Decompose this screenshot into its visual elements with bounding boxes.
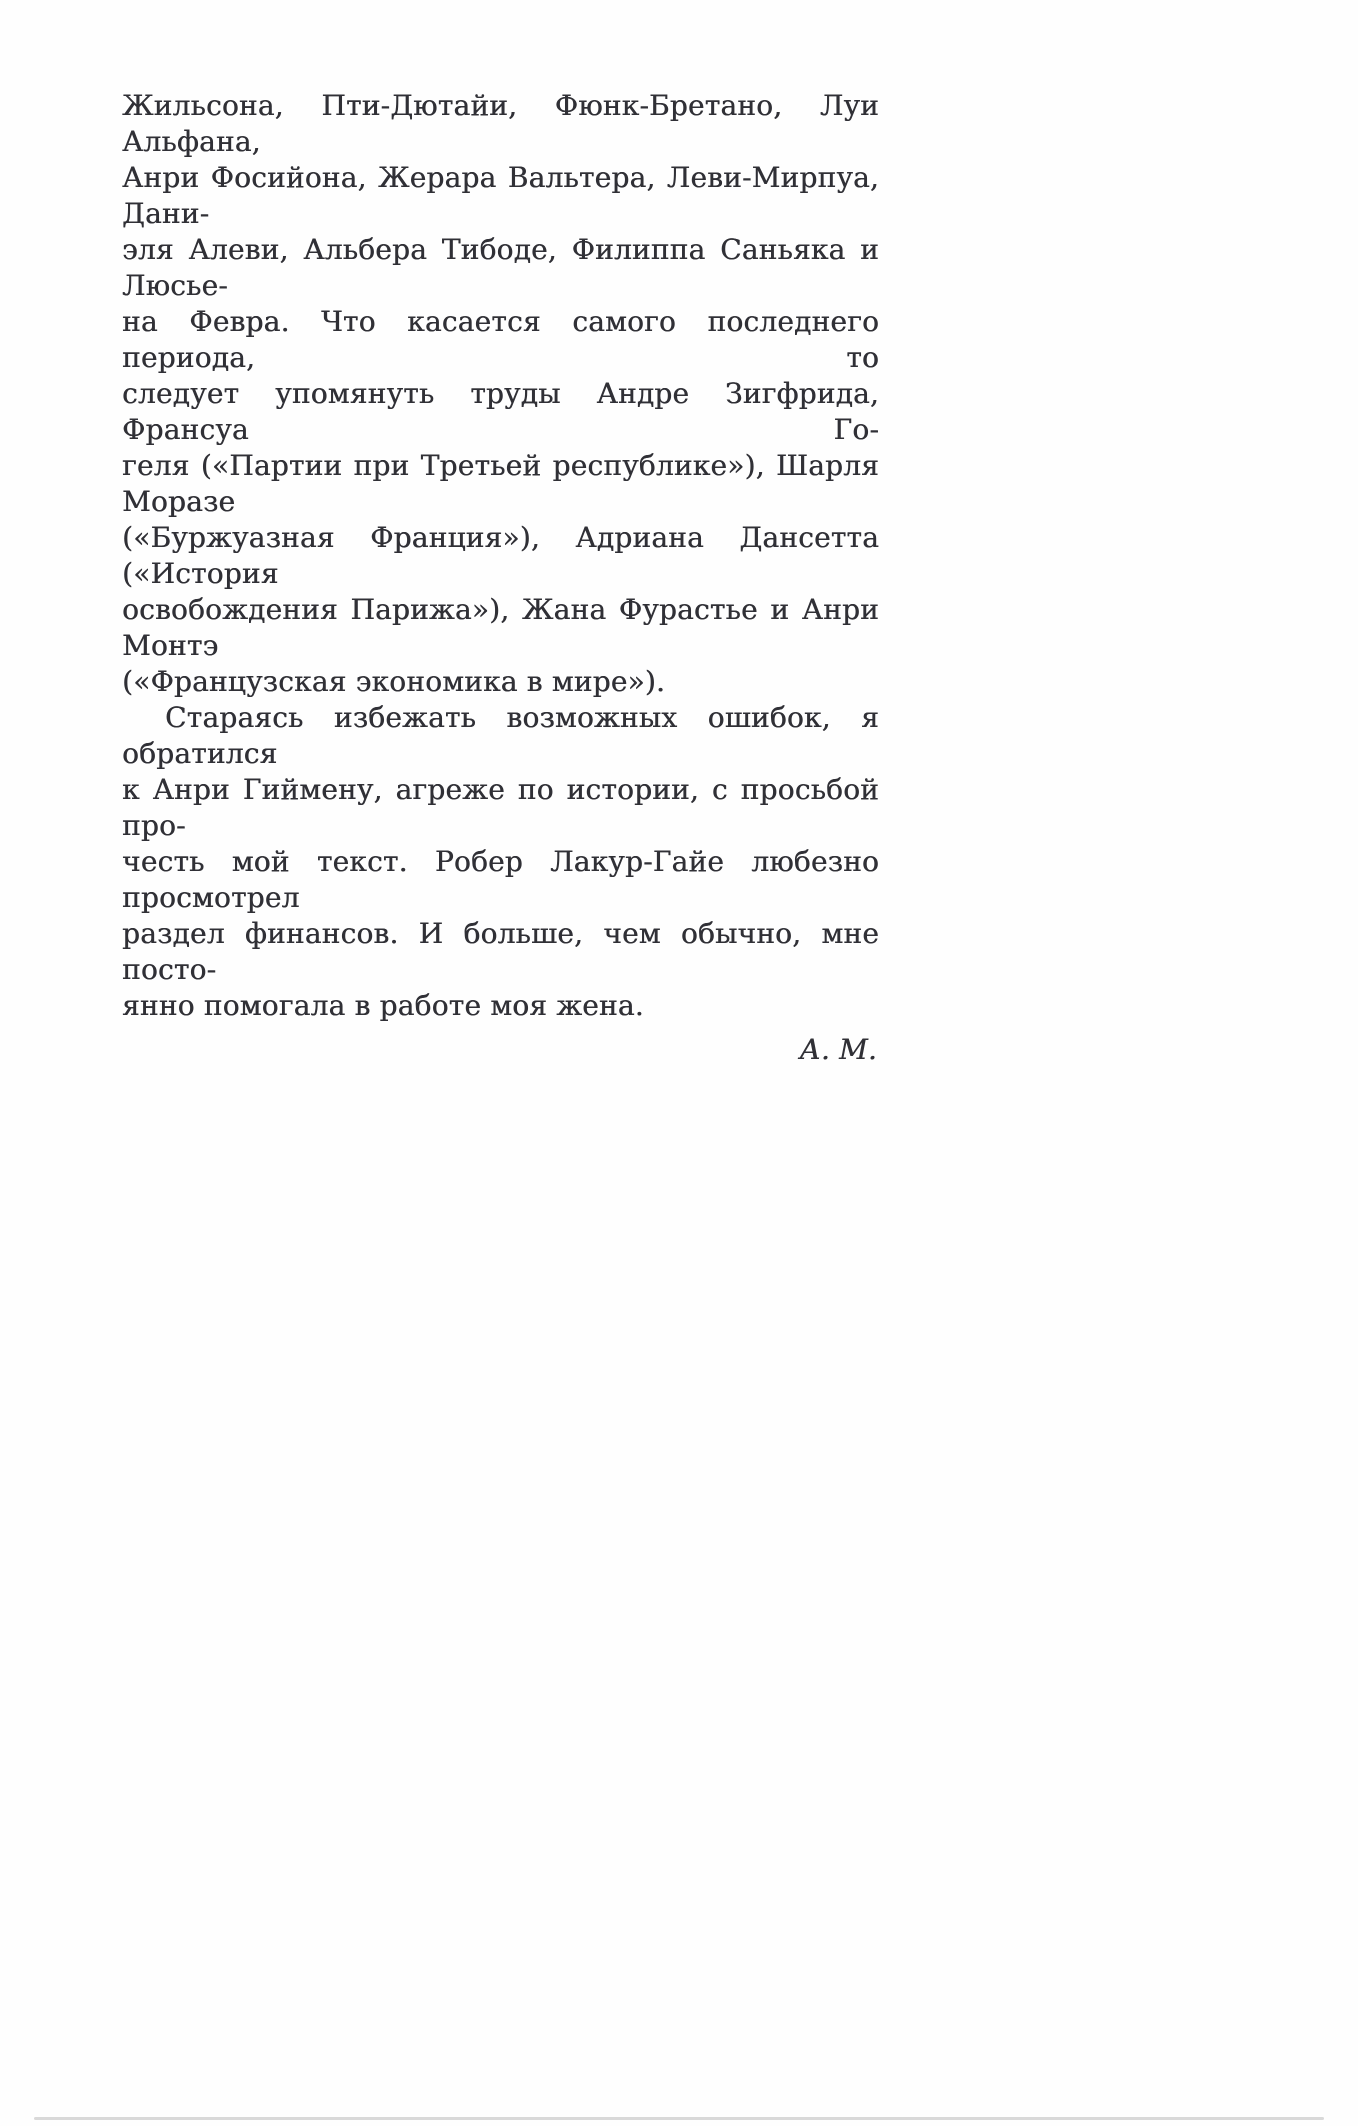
text-line: геля («Партии при Третьей республике»), Шарля Моразе xyxy=(122,449,879,518)
text-line: следует упомянуть труды Андре Зигфрида, Франсуа Го- xyxy=(122,377,879,446)
text-line: янно помогала в работе моя жена. xyxy=(122,989,644,1022)
text-line: Жильсона, Пти-Дютайи, Фюнк-Бретано, Луи Альфана, xyxy=(122,89,879,158)
text-line: на Февра. Что касается самого последнего периода, то xyxy=(122,305,879,374)
text-line: освобождения Парижа»), Жана Фурастье и Анри Монтэ xyxy=(122,593,879,662)
text-line: эля Алеви, Альбера Тибоде, Филиппа Саньяка и Люсье- xyxy=(122,233,879,302)
text-line: («Буржуазная Франция»), Адриана Дансетта («История xyxy=(122,521,879,590)
paragraph-1 xyxy=(122,88,879,700)
text-line: честь мой текст. Робер Лакур-Гайе любезно просмотрел xyxy=(122,845,879,914)
page-bottom-edge-line xyxy=(34,2117,1324,2120)
text-line: Анри Фосийона, Жерара Вальтера, Леви-Мирпуа, Дани- xyxy=(122,161,879,230)
author-initials: А. М. xyxy=(799,1033,877,1066)
text-line: («Французская экономика в мире»). xyxy=(122,665,666,698)
paragraph-2 xyxy=(122,700,879,1024)
text-line: Стараясь избежать возможных ошибок, я обратился xyxy=(122,701,879,770)
text-line: к Анри Гиймену, агреже по истории, с просьбой про- xyxy=(122,773,879,842)
text-block xyxy=(122,88,879,1068)
text-line: раздел финансов. И больше, чем обычно, мне посто- xyxy=(122,917,879,986)
